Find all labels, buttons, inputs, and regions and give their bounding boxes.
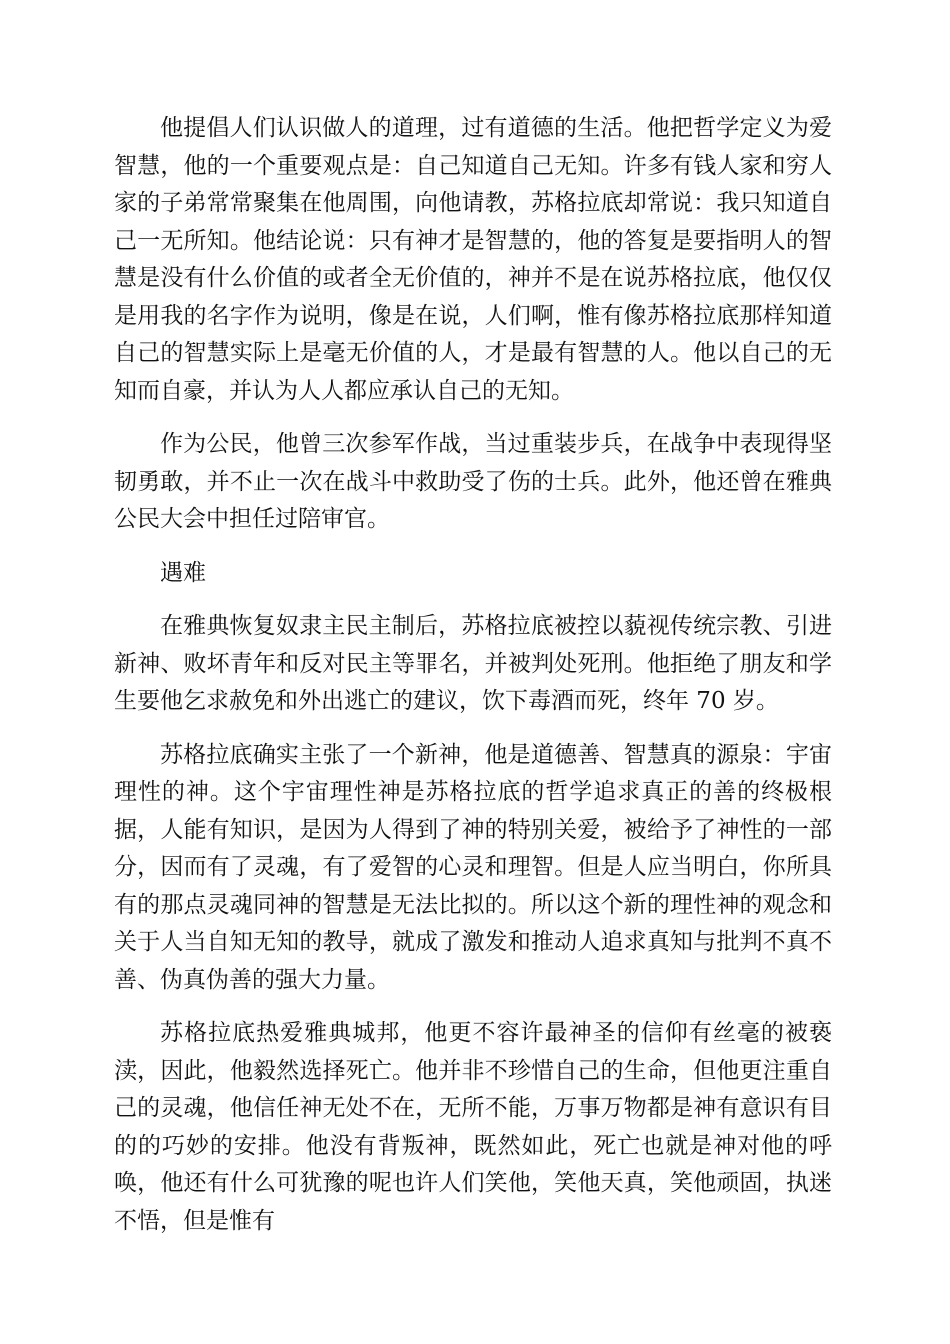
paragraph-new-god: 苏格拉底确实主张了一个新神，他是道德善、智慧真的源泉：宇宙理性的神。这个宇宙理性神是苏格拉底的哲学追求真正的善的终极根据，人能有知识，是因为人得到了神的特别关爱，被给予了神性的一部分，因而有了灵魂，有了爱智的心灵和理智。但是人应当明白，你所具有的那点灵魂同神的智慧是无法比拟的。所以这个新的理性神的观念和关于人当自知无知的教导，就成了激发和推动人追求真知与批判不真不善、伪真伪善的强大力量。: [114, 741, 832, 993]
paragraph-citizen: 作为公民，他曾三次参军作战，当过重装步兵，在战争中表现得坚韧勇敢，并不止一次在战斗中救助受了伤的士兵。此外，他还曾在雅典公民大会中担任过陪审官。: [114, 431, 832, 532]
section-heading: 遇难: [160, 559, 206, 586]
paragraph-trial: 在雅典恢复奴隶主民主制后，苏格拉底被控以藐视传统宗教、引进新神、败坏青年和反对民主等罪名，并被判处死刑。他拒绝了朋友和学生要他乞求赦免和外出逃亡的建议，饮下毒酒而死，终年 70 岁。: [114, 613, 832, 714]
paragraph-philosophy: 他提倡人们认识做人的道理，过有道德的生活。他把哲学定义为爱智慧，他的一个重要观点是：自己知道自己无知。许多有钱人家和穷人家的子弟常常聚集在他周围，向他请教，苏格拉底却常说：我只知道自己一无所知。他结论说：只有神才是智慧的，他的答复是要指明人的智慧是没有什么价值的或者全无价值的，神并不是在说苏格拉底，他仅仅是用我的名字作为说明，像是在说，人们啊，惟有像苏格拉底那样知道自己的智慧实际上是毫无价值的人，才是最有智慧的人。他以自己的无知而自豪，并认为人人都应承认自己的无知。: [114, 115, 832, 404]
document-body: [114, 110, 832, 1256]
paragraph-choice-of-death: 苏格拉底热爱雅典城邦，他更不容许最神圣的信仰有丝毫的被亵渎，因此，他毅然选择死亡。他并非不珍惜自己的生命，但他更注重自己的灵魂，他信任神无处不在，无所不能，万事万物都是神有意识有目的的巧妙的安排。他没有背叛神，既然如此，死亡也就是神对他的呼唤，他还有什么可犹豫的呢也许人们笑他，笑他天真，笑他顽固，执迷不悟，但是惟有: [114, 1020, 832, 1234]
